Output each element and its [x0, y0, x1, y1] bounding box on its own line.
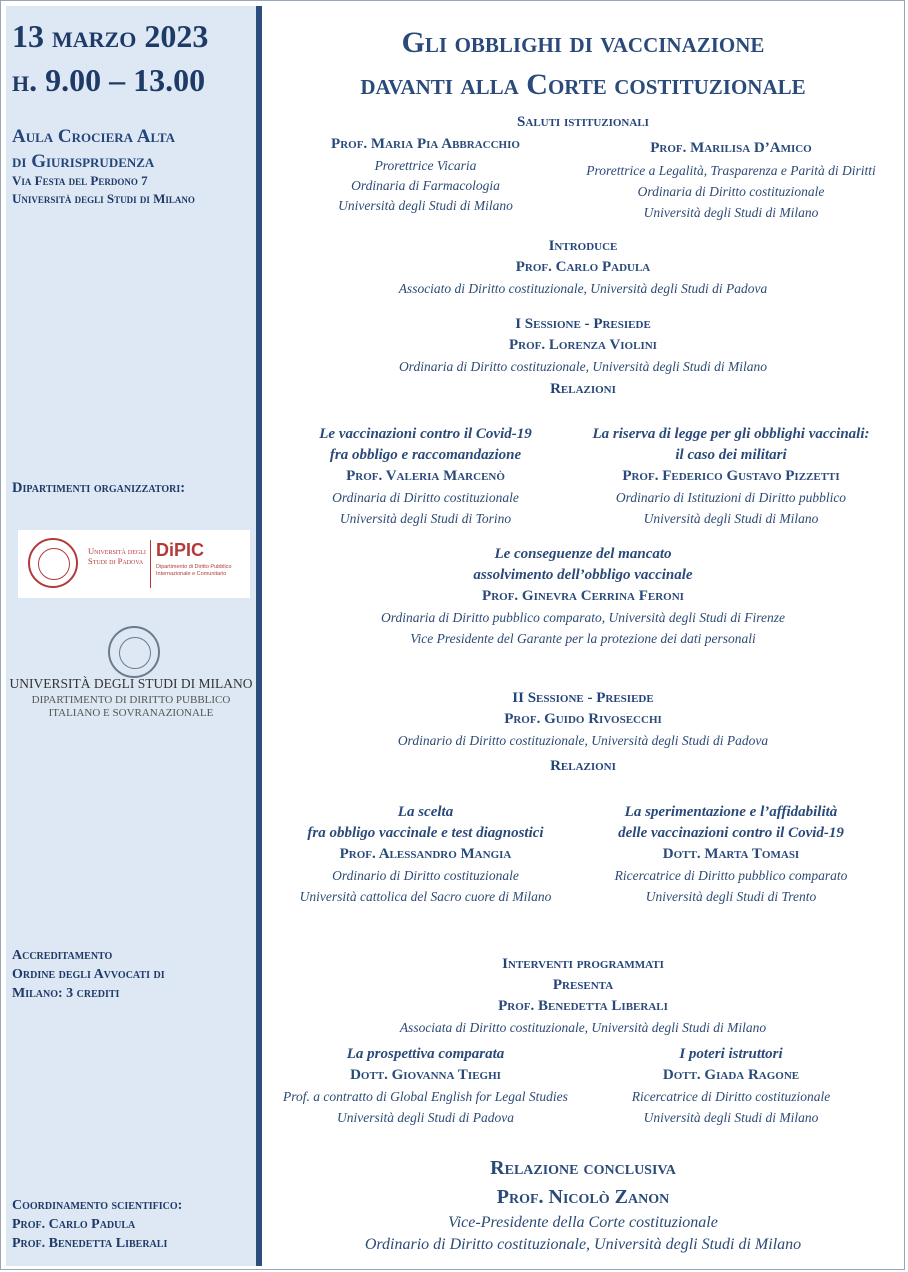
talk-topic2: assolvimento dell’obbligo vaccinale	[473, 567, 693, 583]
accreditation	[12, 946, 165, 1003]
address-university: Università degli Studi di Milano	[12, 191, 195, 206]
coordinator-2: Prof. Benedetta Liberali	[12, 1236, 168, 1251]
intro-name: Prof. Carlo Padula	[515, 259, 651, 275]
talk-role2: Università degli Studi di Milano	[643, 511, 819, 526]
speaker-role2: Ordinaria di Diritto costituzionale	[637, 184, 825, 199]
talk-role2: Università degli Studi di Torino	[339, 511, 512, 526]
talk-topic2: delle vaccinazioni contro il Covid-19	[618, 825, 844, 841]
sidebar-divider	[256, 6, 262, 1266]
unipd-seal-icon	[28, 538, 78, 588]
session1-talk-right	[578, 424, 884, 529]
interventions-presenta: Presenta	[552, 977, 614, 993]
talk-speaker: Dott. Giada Ragone	[662, 1067, 800, 1083]
session2-chair: Prof. Guido Rivosecchi	[504, 711, 662, 727]
greeting-left	[268, 136, 583, 216]
session1-heading: I Sessione - Presiede	[515, 316, 651, 332]
talk-speaker: Dott. Marta Tomasi	[662, 846, 800, 862]
unimi-department	[6, 694, 256, 720]
conclusion-heading: Relazione conclusiva	[490, 1157, 676, 1179]
unimi-dept-line1: DIPARTIMENTO DI DIRITTO PUBBLICO	[31, 694, 231, 706]
speaker-name: Prof. Marilisa D’Amico	[650, 140, 812, 156]
interventions-heading: Interventi programmati	[502, 956, 664, 972]
intro-block	[268, 236, 898, 299]
session1-block	[268, 314, 898, 400]
conclusion-block	[268, 1154, 898, 1256]
venue	[12, 124, 175, 174]
talk-topic2: fra obbligo vaccinale e test diagnostici	[307, 825, 544, 841]
accreditation-heading: Accreditamento	[12, 948, 113, 963]
conclusion-speaker: Prof. Nicolò Zanon	[496, 1186, 670, 1208]
intro-role: Associato di Diritto costituzionale, Università degli Studi di Padova	[398, 281, 768, 296]
session2-chair-role: Ordinario di Diritto costituzionale, Università degli Studi di Padova	[397, 733, 769, 748]
dipic-logo-name: DiPIC	[156, 540, 205, 560]
unipd-dipic-logo	[18, 530, 250, 598]
talk-speaker: Prof. Valeria Marcenò	[346, 468, 505, 484]
coordinator-1: Prof. Carlo Padula	[12, 1217, 136, 1232]
talk-speaker: Dott. Giovanna Tieghi	[350, 1067, 501, 1083]
session2-block	[268, 688, 898, 777]
greetings-heading: Saluti istituzionali	[517, 114, 649, 130]
accreditation-line1: Ordine degli Avvocati di	[12, 967, 165, 982]
session1-talk-left	[268, 424, 583, 529]
event-time: h. 9.00 – 13.00	[12, 62, 206, 98]
talk-role2: Università degli Studi di Trento	[645, 889, 817, 904]
talk-role2: Università degli Studi di Padova	[337, 1110, 514, 1125]
talk-speaker: Prof. Ginevra Cerrina Feroni	[482, 588, 684, 604]
venue-line2: di Giurisprudenza	[12, 151, 155, 172]
interventions-block	[268, 954, 898, 1038]
talk-role1: Ordinario di Istituzioni di Diritto pubblico	[615, 490, 847, 505]
speaker-role1: Prorettrice a Legalità, Trasparenza e Parità di Diritti	[586, 163, 876, 178]
address: Via Festa del Perdono 7	[12, 173, 148, 188]
speaker-role1: Prorettrice Vicaria	[374, 158, 477, 173]
talk-role1: Ordinaria di Diritto costituzionale	[332, 490, 519, 505]
intervention-left	[268, 1044, 583, 1128]
greeting-right	[578, 140, 884, 223]
talk-role2: Vice Presidente del Garante per la protezione dei dati personali	[410, 631, 756, 646]
talk-role2: Università degli Studi di Milano	[643, 1110, 819, 1125]
venue-line1: Aula Crociera Alta	[12, 126, 176, 147]
intervention-right	[578, 1044, 884, 1128]
talk-topic2: fra obbligo e raccomandazione	[329, 447, 522, 463]
talk-role1: Prof. a contratto di Global English for Legal Studies	[283, 1089, 568, 1104]
speaker-role3: Università degli Studi di Milano	[338, 198, 513, 213]
talk-role1: Ricercatrice di Diritto pubblico comparato	[614, 868, 848, 883]
session2-talk-right	[578, 802, 884, 907]
talk-speaker: Prof. Federico Gustavo Pizzetti	[622, 468, 840, 484]
talk-topic1: Le conseguenze del mancato	[494, 546, 672, 562]
unimi-seal-icon	[108, 626, 160, 678]
session1-relazioni: Relazioni	[550, 381, 616, 397]
conclusion-role2: Ordinario di Diritto costituzionale, Università degli Studi di Milano	[364, 1236, 802, 1253]
session1-chair-role: Ordinaria di Diritto costituzionale, Università degli Studi di Milano	[398, 359, 768, 374]
session1-talk-center	[268, 544, 898, 649]
event-date: 13 marzo 2023	[12, 18, 209, 54]
accreditation-line2: Milano: 3 crediti	[12, 986, 120, 1001]
page-title	[268, 22, 898, 106]
address-block	[12, 172, 195, 208]
title-line2: davanti alla Corte costituzionale	[360, 68, 806, 101]
talk-topic2: il caso dei militari	[675, 447, 787, 463]
session2-talk-left	[268, 802, 583, 907]
speaker-name: Prof. Maria Pia Abbracchio	[331, 136, 520, 152]
coordination-heading: Coordinamento scientifico:	[12, 1198, 183, 1213]
dipic-logo-subtitle: Dipartimento di Diritto Pubblico Internazionale e Comunitario	[156, 564, 232, 577]
title-line1: Gli obblighi di vaccinazione	[401, 26, 765, 59]
event-date-time	[12, 14, 208, 102]
speaker-role2: Ordinaria di Farmacologia	[351, 178, 500, 193]
interventions-presenter-role: Associata di Diritto costituzionale, Università degli Studi di Milano	[399, 1020, 767, 1035]
logo-divider	[150, 540, 151, 588]
talk-topic: La prospettiva comparata	[346, 1046, 505, 1062]
talk-topic1: La riserva di legge per gli obblighi vaccinali:	[592, 426, 870, 442]
interventions-presenter: Prof. Benedetta Liberali	[498, 998, 668, 1014]
unimi-dept-line2: ITALIANO E SOVRANAZIONALE	[48, 707, 214, 719]
session2-relazioni: Relazioni	[550, 758, 616, 774]
talk-speaker: Prof. Alessandro Mangia	[339, 846, 512, 862]
unipd-logo-text: Università degli Studi di Padova	[88, 546, 146, 566]
conclusion-role1: Vice-Presidente della Corte costituzionale	[448, 1214, 718, 1231]
talk-topic1: La sperimentazione e l’affidabilità	[624, 804, 838, 820]
talk-topic: I poteri istruttori	[679, 1046, 783, 1062]
talk-role1: Ricercatrice di Diritto costituzionale	[631, 1089, 831, 1104]
intro-heading: Introduce	[548, 238, 618, 254]
talk-role1: Ordinaria di Diritto pubblico comparato, Università degli Studi di Firenze	[381, 610, 785, 625]
talk-topic1: La scelta	[397, 804, 454, 820]
session2-heading: II Sessione - Presiede	[512, 690, 654, 706]
talk-role2: Università cattolica del Sacro cuore di Milano	[299, 889, 552, 904]
departments-heading: Dipartimenti organizzatori:	[12, 480, 186, 496]
talk-role1: Ordinario di Diritto costituzionale	[332, 868, 519, 883]
session1-chair: Prof. Lorenza Violini	[509, 337, 657, 353]
speaker-role3: Università degli Studi di Milano	[643, 205, 819, 220]
unimi-name: UNIVERSITÀ DEGLI STUDI DI MILANO	[9, 676, 253, 691]
talk-topic1: Le vaccinazioni contro il Covid-19	[319, 426, 532, 442]
coordination	[12, 1196, 182, 1253]
